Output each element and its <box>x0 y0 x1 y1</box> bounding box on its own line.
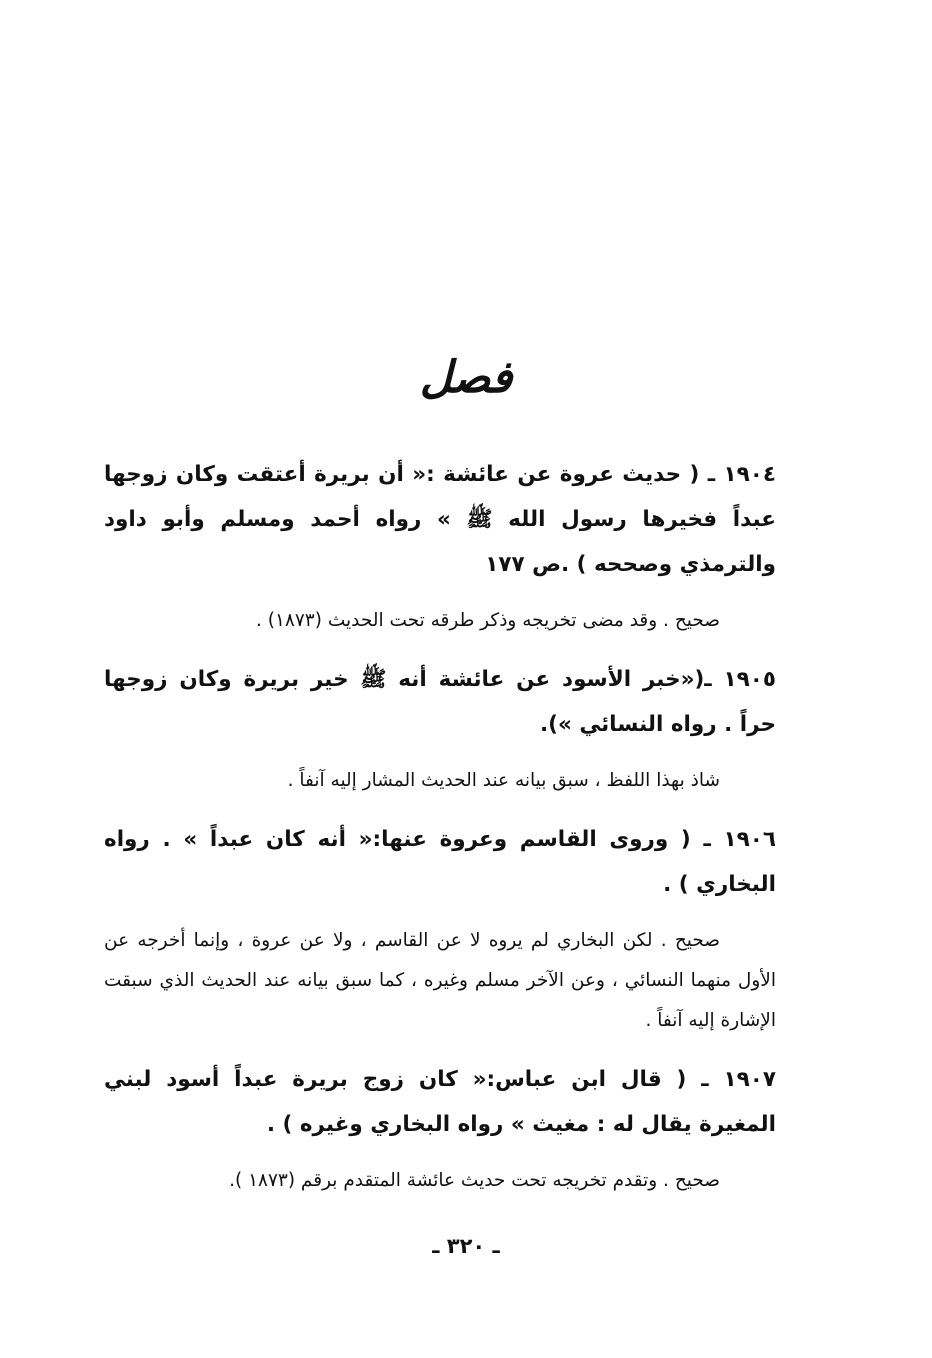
hadith-1904: ١٩٠٤ ـ ( حديث عروة عن عائشة :« أن بريرة أعتقت وكان زوجها عبداً فخيرها رسول الله ﷺ » رواه أحمد ومسلم وأبو داود والترمذي وصححه ) .ص ١٧٧ <box>104 462 776 577</box>
verdict-1905: شاذ بهذا اللفظ ، سبق بيانه عند الحديث المشار إليه آنفاً . <box>287 770 720 791</box>
verdict-1904: صحيح . وقد مضى تخريجه وذكر طرقه تحت الحديث (١٨٧٣) . <box>256 610 720 631</box>
verdict-1907: صحيح . وتقدم تخريجه تحت حديث عائشة المتقدم برقم (١٨٧٣ ). <box>229 1170 720 1191</box>
section-heading: فصل <box>419 352 513 403</box>
hadith-1906: ١٩٠٦ ـ ( وروى القاسم وعروة عنها:« أنه كان عبداً » . رواه البخاري ) . <box>104 827 776 897</box>
hadith-1905: ١٩٠٥ ـ(«خبر الأسود عن عائشة أنه ﷺ خير بريرة وكان زوجها حراً . رواه النسائي »). <box>104 667 776 737</box>
page-number: ـ ٣٢٠ ـ <box>432 1234 500 1258</box>
hadith-1907: ١٩٠٧ ـ ( قال ابن عباس:« كان زوج بريرة عبداً أسود لبني المغيرة يقال له : مغيث » رواه البخاري وغيره ) . <box>104 1067 776 1137</box>
verdict-1906: صحيح . لكن البخاري لم يروه لا عن القاسم ، ولا عن عروة ، وإنما أخرجه عن الأول منهما النسائي ، وعن الآخر مسلم وغيره ، كما سبق بيانه عند الحديث الذي سبقت الإشارة إليه آنفاً . <box>104 930 776 1031</box>
body-text <box>104 452 776 1217</box>
